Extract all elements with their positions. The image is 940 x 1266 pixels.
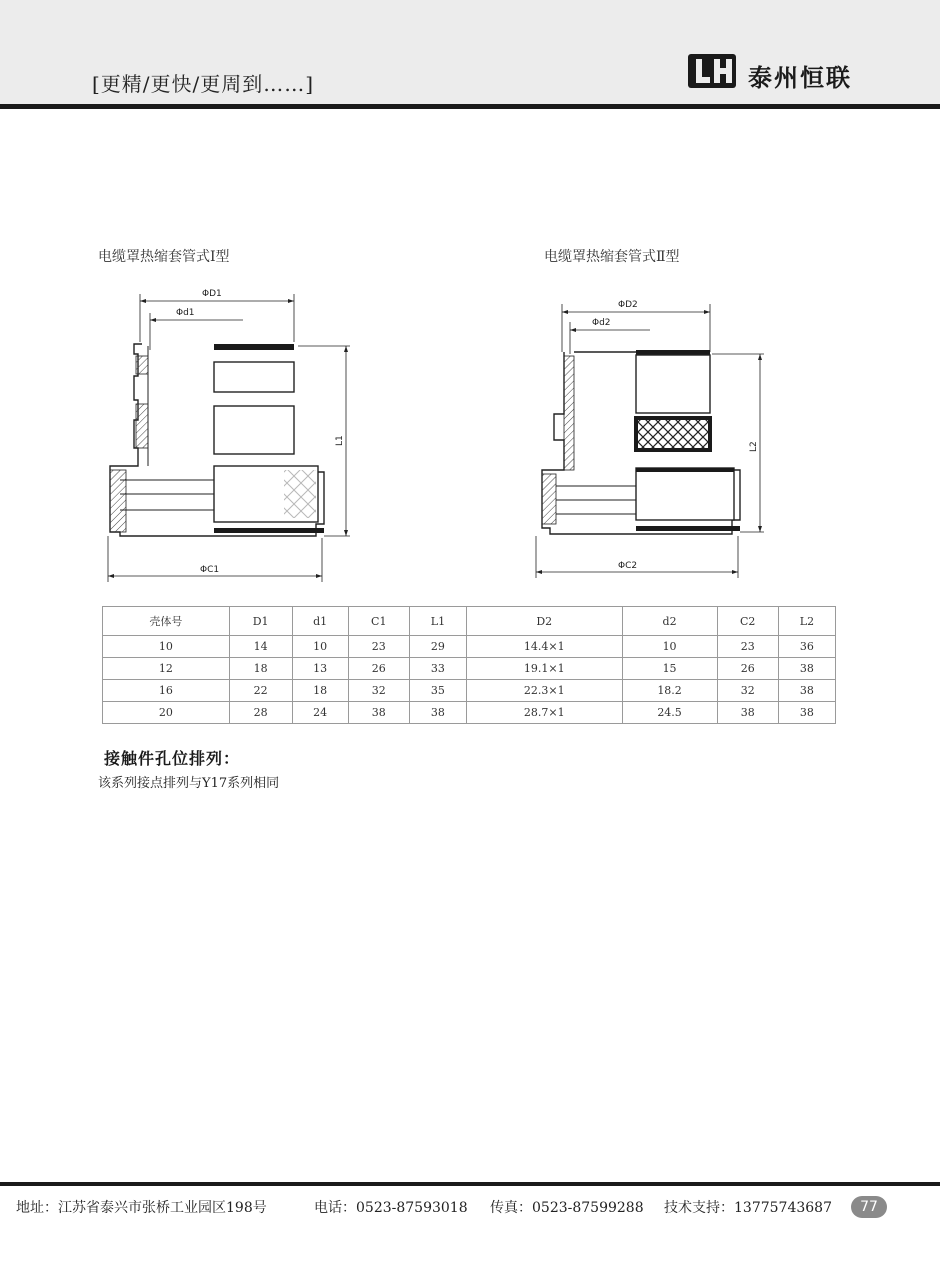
table-cell: 29 <box>409 636 466 658</box>
table-cell: 23 <box>717 636 778 658</box>
diagram1-label-d: Φd1 <box>176 308 195 318</box>
diagram1-label-L: L1 <box>335 435 345 446</box>
table-row <box>103 636 836 658</box>
table-cell: 38 <box>348 702 409 724</box>
table-cell: 24 <box>292 702 348 724</box>
table-header-cell: d2 <box>622 607 717 636</box>
table-cell: 26 <box>348 658 409 680</box>
diagram2-label-L: L2 <box>749 441 759 452</box>
table-header-row <box>103 607 836 636</box>
contacts-note: 该系列接点排列与Y17系列相同 <box>98 776 280 791</box>
table-cell: 10 <box>622 636 717 658</box>
diagram2-title: 电缆罩热缩套管式Ⅱ型 <box>544 249 680 265</box>
table-cell: 32 <box>348 680 409 702</box>
table-row <box>103 680 836 702</box>
table-header-cell: d1 <box>292 607 348 636</box>
table-cell: 36 <box>778 636 835 658</box>
table-cell: 18.2 <box>622 680 717 702</box>
page-footer <box>0 1197 940 1219</box>
table-cell: 28.7×1 <box>466 702 622 724</box>
table-cell: 16 <box>103 680 230 702</box>
brand-name: 泰州恒联 <box>748 64 852 92</box>
table-cell: 18 <box>229 658 292 680</box>
table-cell: 10 <box>292 636 348 658</box>
spec-table <box>102 606 836 724</box>
table-cell: 38 <box>409 702 466 724</box>
footer-phone: 电话：0523-87593018 <box>314 1200 468 1216</box>
page-header <box>0 0 940 109</box>
table-cell: 38 <box>778 658 835 680</box>
company-logo-icon <box>688 54 736 88</box>
diagram2-label-C: ΦC2 <box>618 561 638 571</box>
table-cell: 35 <box>409 680 466 702</box>
table-cell: 24.5 <box>622 702 717 724</box>
table-cell: 38 <box>717 702 778 724</box>
table-cell: 14 <box>229 636 292 658</box>
contacts-heading: 接触件孔位排列： <box>104 749 241 768</box>
diagram1-label-D: ΦD1 <box>202 289 222 299</box>
table-header-cell: C1 <box>348 607 409 636</box>
table-cell: 23 <box>348 636 409 658</box>
table-cell: 22 <box>229 680 292 702</box>
table-cell: 18 <box>292 680 348 702</box>
table-cell: 38 <box>778 702 835 724</box>
diagram2-label-D: ΦD2 <box>618 300 638 310</box>
diagram1-drawing <box>98 280 368 590</box>
footer-fax: 传真：0523-87599288 <box>490 1200 644 1216</box>
table-header-cell: L2 <box>778 607 835 636</box>
diagram2-label-d: Φd2 <box>592 318 611 328</box>
table-header-cell: D2 <box>466 607 622 636</box>
header-slogan: [更精/更快/更周到……] <box>92 72 315 96</box>
footer-address: 地址：江苏省泰兴市张桥工业园区198号 <box>16 1200 267 1216</box>
table-header-cell: D1 <box>229 607 292 636</box>
table-cell: 14.4×1 <box>466 636 622 658</box>
diagram2-drawing <box>528 292 778 582</box>
table-cell: 38 <box>778 680 835 702</box>
table-row <box>103 658 836 680</box>
table-header-cell: C2 <box>717 607 778 636</box>
table-cell: 28 <box>229 702 292 724</box>
table-cell: 20 <box>103 702 230 724</box>
diagram1-label-C: ΦC1 <box>200 565 220 575</box>
table-cell: 33 <box>409 658 466 680</box>
table-cell: 15 <box>622 658 717 680</box>
page-number-badge: 77 <box>851 1196 887 1218</box>
table-header-cell: 壳体号 <box>103 607 230 636</box>
table-cell: 10 <box>103 636 230 658</box>
table-header-cell: L1 <box>409 607 466 636</box>
diagram1-title: 电缆罩热缩套管式Ⅰ型 <box>98 249 230 265</box>
footer-support: 技术支持：13775743687 <box>664 1200 832 1216</box>
table-cell: 13 <box>292 658 348 680</box>
table-cell: 12 <box>103 658 230 680</box>
table-row <box>103 702 836 724</box>
footer-divider <box>0 1182 940 1186</box>
table-cell: 22.3×1 <box>466 680 622 702</box>
table-cell: 32 <box>717 680 778 702</box>
table-cell: 19.1×1 <box>466 658 622 680</box>
table-cell: 26 <box>717 658 778 680</box>
